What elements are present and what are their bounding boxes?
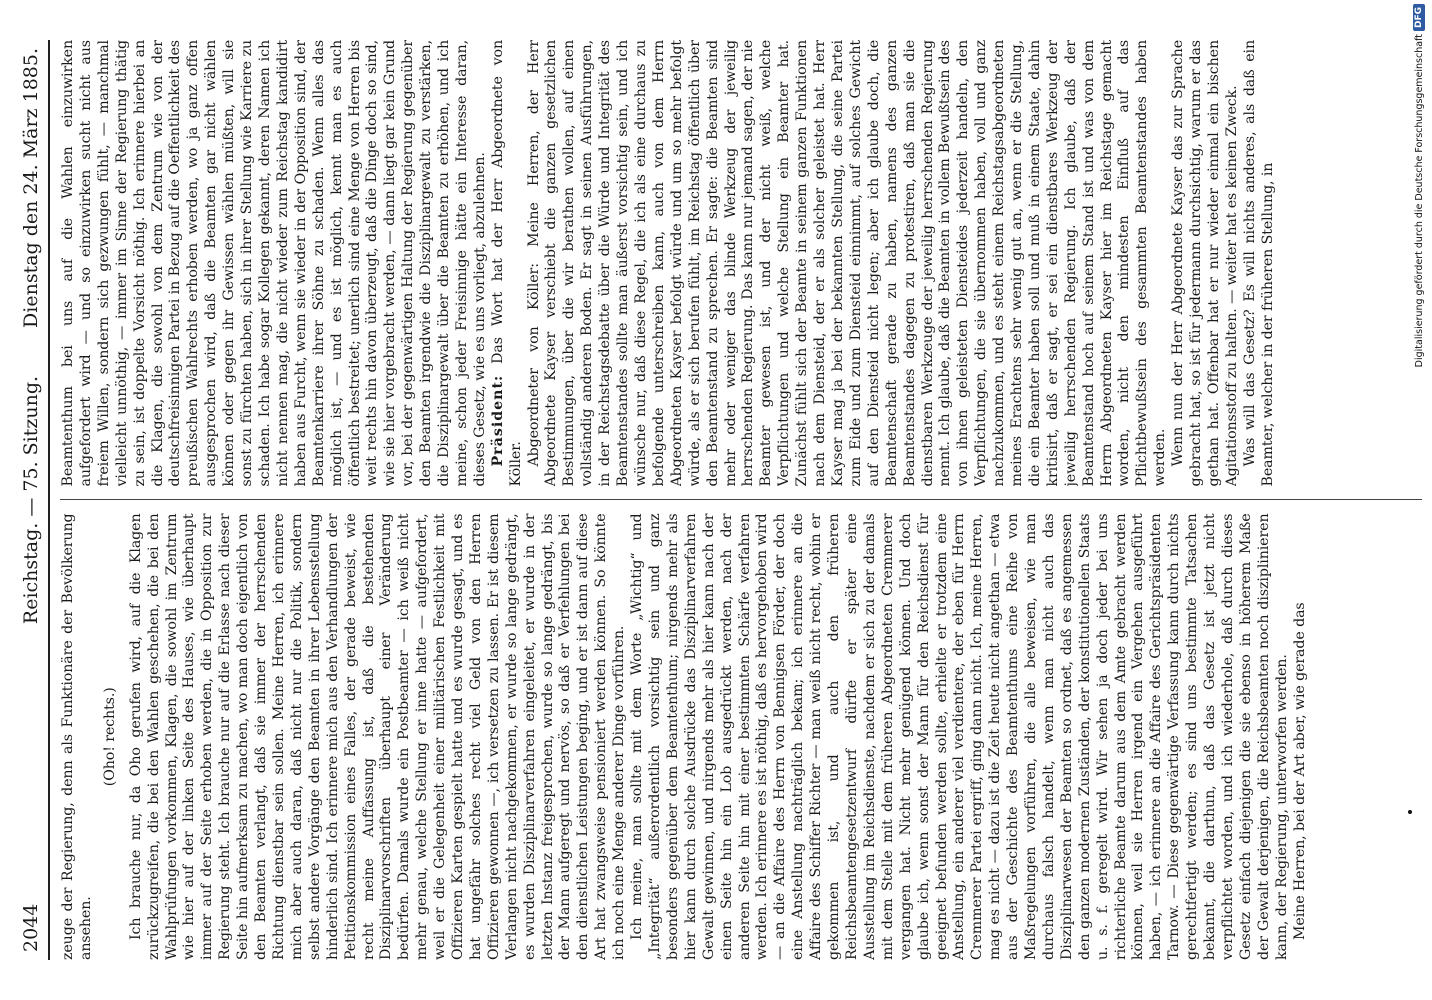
session-title: Reichstag. — 75. Sitzung. [20,375,42,625]
session-date: Dienstag den 24. März 1885. [20,48,42,328]
dfg-credit [1408,4,1430,994]
paragraph: Ich meine, man sollte mit dem Worte „Wichtig“ und „Integrität“ außerordentlich vorsichtig sein und ganz besonders gegenüber dem Beamtenthum; nirgends mehr als hier kann durch solche Ausdrücke das Disziplinarverfahren Gewalt gewinnen, und nirgends mehr als hier kann nach der einen Seite hin ein Lob ausgedrückt werden, nach der anderen Seite hin mit einer bestimmten Schärfe verfahren werden. Ich erinnere es ist nöthig, daß es hervorgehoben wird — an die Affaire des Herrn von Bennigsen Förder, der doch eine Anstellung nachträglich bekam; ich erinnere an die Affaire des Schiffer Richter — man weiß nicht recht, wohin er gekommen ist, und auch den früheren Reichsbeamtengesetzentwurf dürfte er später eine Ausstellung im Reichsdienste, nachdem er sich zu der damals mit dem Stelle mit dem früheren Abgeordneten Cremmerer vergangen hat. Nicht mehr genügend können. Und doch glaube ich, wenn sonst der Mann für den Reichsdienst für geeignet befunden werden sollte, erhielte er trotzdem eine Anstellung, ein anderer viel verdientere, der eben für Herrn Cremmerer Partei ergriff, ging dann nicht. Ich, meine Herren, mag es nicht — dazu ist die Zeit heute nicht angethan — etwa aus der Geschichte des Beamtenthums eine Reihe von Maßregelungen vorführen, die alle beweisen, wie man durchaus falsch handelt, wenn man nicht auch das Disziplinarwesen der Beamten so ordnet, daß es angemessen den ganzen modernen Zuständen, der konstitutionellen Staats u. s. f. geregelt wird. Wir sehen ja doch jeder bei uns richterliche Beamte darum aus dem Amte gebracht werden können, weil sie Herren irgend ein Vergehen ausgeführt haben, — ich erinnere an die Affaire des Gerichtspräsidenten Tarnow. — Diese gegenwärtige Verfassung kann durch nichts gerechtfertigt werden; es sind uns bestimmte Tatsachen bekannt, die darthun, daß das Gesetz ist jetzt nicht verpflichtet worden, und ich wiederhole, daß durch dieses Gesetz einfach diejenigen die sie ebenso in höherem Maße der Gewalt derjenigen, die Reichsbeamten noch disziplinieren kann, der Regierung, unterworfen werden. [629,513,1290,960]
paragraph: Was will das Gesetz? Es will nichts anderes, als daß ein Beamter, welcher in der früheren Stellung, in [1241,40,1276,487]
right-column [60,40,1422,487]
dfg-credit-text: Digitalisierung gefördert durch die Deutsche Forschungsgemeinschaft [1413,34,1425,368]
paragraph: Wenn nun der Herr Abgeordnete Kayser das zur Sprache gebracht hat, so ist für jedermann durchsichtig, warum er das gethan hat. Offenbar hat er nur wieder einmal ein bischen Agitationsstoff zu halten. — weiter hat es keinen Zweck. [1170,40,1240,487]
running-head [20,40,50,960]
text-columns [60,40,1422,960]
page-number: 2044 [20,903,42,952]
speaker-label: Präsident: [489,374,506,467]
president-remark [490,40,526,487]
paragraph-text: Das Wort hat der Herr Abgeordnete von Köller. [489,40,524,487]
paragraph: Ich brauche nur, da Oho gerufen wird, auf die Klagen zurückzugreifen, die bei den Wahlen geschehen, die bei den Wahlprüfungen vorkommen, Klagen, die sowohl im Zentrum wie hier auf der linken Seite des Hauses, wie überhaupt immer auf der Seite erhoben werden, die in Opposition zur Regierung steht. Ich brauche nur auf die Erlasse nach dieser Seite hin aufmerksam zu machen, wo man doch eigentlich von den Beamten verlangt, daß sie immer der herrschenden Richtung dienstbar sein sollen. Meine Herren, ich erinnere mich aber auch daran, daß nicht nur die Politik, sondern selbst andere Vorgänge den Beamten in ihrer Lebensstellung hinderlich sind. Ich erinnere mich aus den Verhandlungen der Petitionskommission eines Falles, der gerade beweist, wie recht meine Auffassung ist, daß die bestehenden Disziplinarvorschriften überhaupt einer Veränderung bedürfen. Damals wurde ein Postbeamter — ich weiß nicht mehr genau, welche Stellung er inne hatte — aufgefordert, weil er die Gelegenheit einer militärischen Festlichkeit mit Offizieren Karten gespielt hatte und es wurde gesagt, und es hat ungefähr solches recht viel Geld von den Herren Offizieren gewonnen —, ich versetzen zu lassen. Er ist diesem Verlangen nicht nachgekommen, er wurde so lange gedrängt, es wurden Disziplinarverfahren eingeleitet, er wurde in der letzten Instanz freigesprochen, wurde so lange gedrängt, bis der Mann aufgeregt und nervös, so daß er Verfehlungen bei den dienstlichen Leistungen beging, und er ist dann auf diese Art hat zwangsweise pensioniert werden können. So könnte ich noch eine Menge anderer Dinge vorführen. [127,513,628,960]
column-divider [60,500,1422,501]
paragraph: Meine Herren, bei der Art aber, wie gerade das [1291,602,1308,940]
left-column [60,514,1422,961]
speck-mark [1408,810,1412,814]
dfg-logo-icon: DFG [1413,4,1425,31]
interjection: (Oho! rechts.) [101,687,118,787]
paragraph: zeuge der Regierung, denn als Funktionäre der Bevölkerung ansehen. [60,513,94,960]
paragraph: Beamtenthum bei uns auf die Wahlen einzuwirken aufgefordert wird — und so einzuwirken sucht nicht aus freiem Willen, sondern sich gezwungen fühlt, — manchmal vielleicht unnöthig, — immer im Sinne der Regierung thätig zu sein, ist doppelte Vorsicht nöthig. Ich erinnere hierbei an die Klagen, die sowohl von dem Zentrum wie von der deutschfreisinnigen Partei in Bezug auf die Oeffentlichkeit des preußischen Wahlrechts erhoben werden, wo ja ganz offen ausgesprochen wird, daß die Beamten gar nicht wählen können oder gegen ihr Gewissen wählen müßten, will sie sonst zu fürchten haben, sich in ihrer Stellung wie Karriere zu schaden. Ich habe sogar Kollegen gekannt, deren Namen ich nicht nennen mag, die nicht wieder zum Reichstag kandidirt haben aus Furcht, wenn sie wieder in der Opposition sind, der Beamtenkarriere ihrer Söhne zu schaden. Wenn alles das möglich ist, — und es ist möglich, kennt man es auch öffentlich bestreitet; unerlich sind eine Menge von Herren bis weit rechts hin davon überzeugt, daß die Dinge doch so sind, wie sie hier vorgebracht werden, — dann liegt gar kein Grund vor, bei der gegenwärtigen Haltung der Regierung gegenüber den Beamten irgendwie die Disziplinargewalt zu verstärken, die Disziplinargewalt über die Beamten zu erhöhen, und ich meine, schon jeder Freisinnige hätte ein Interesse daran, dieses Gesetz, wie es uns vorliegt, abzulehnen. [60,40,488,487]
paragraph: Abgeordneter von Köller: Meine Herren, der Herr Abgeordnete Kayser verschiebt die ganzen gesetzlichen Bestimmungen, über die wir berathen wollen, auf einen vollständig anderen Boden. Er sagt in seinen Ausführungen, in der Reichstagsdebatte über die Würde und Integrität des Beamtenstandes sollte man äußerst vorsichtig sein, und ich wünsche nur, daß diese Regel, die ich als eine durchaus zu befolgende unterschreiben kann, auch von dem Herrn Abgeordneten Kayser befolgt würde und um so mehr befolgt würde, als er sich berufen fühlt, im Reichstag öffentlich über den Beamtenstand zu sprechen. Er sagte: die Beamten sind mehr oder weniger das blinde Werkzeug der jeweilig herrschenden Regierung. Das kann nur jemand sagen, der nie Beamter gewesen ist, und der nicht weiß, welche Verpflichtungen und welche Stellung ein Beamter hat. Zunächst fühlt sich der Beamte in seinem ganzen Funktionen nach dem Diensteid, der er als solcher geleistet hat. Herr Kayser mag ja bei der bekannten Stellung, die seine Partei zum Eide und zum Diensteid einnimmt, auf solches Gewicht auf den Diensteid nicht legen; aber ich glaube doch, die Beamtenschaft gerade zu haben, namens des ganzen Beamtenstandes dagegen zu protestiren, daß man sie die dienstbaren Werkzeuge der jeweilig herrschenden Regierung nennt. Ich glaube, daß die Beamten in vollem Bewußtsein des von ihnen geleisteten Diensteides jederzeit handeln, den Verpflichtungen, die sie übernommen haben, voll und ganz nachzukommen, und es steht einem Reichstagsabgeordneten meines Erachtens sehr wenig gut an, wenn er die Stellung, die ein Beamter haben soll und muß in einem Staate, dahin kritisirt, daß er sagt, er sei ein dienstbares Werkzeug der jeweilig herrschenden Regierung. Ich glaube, daß der Beamtenstand hoch auf seinem Stand ist und was von dem Herrn Abgeordneten Kayser hier im Reichstage gemacht worden, nicht den mindesten Einfluß auf das Pflichtbewußtsein des gesammten Beamtenstandes haben werden. [525,40,1169,487]
